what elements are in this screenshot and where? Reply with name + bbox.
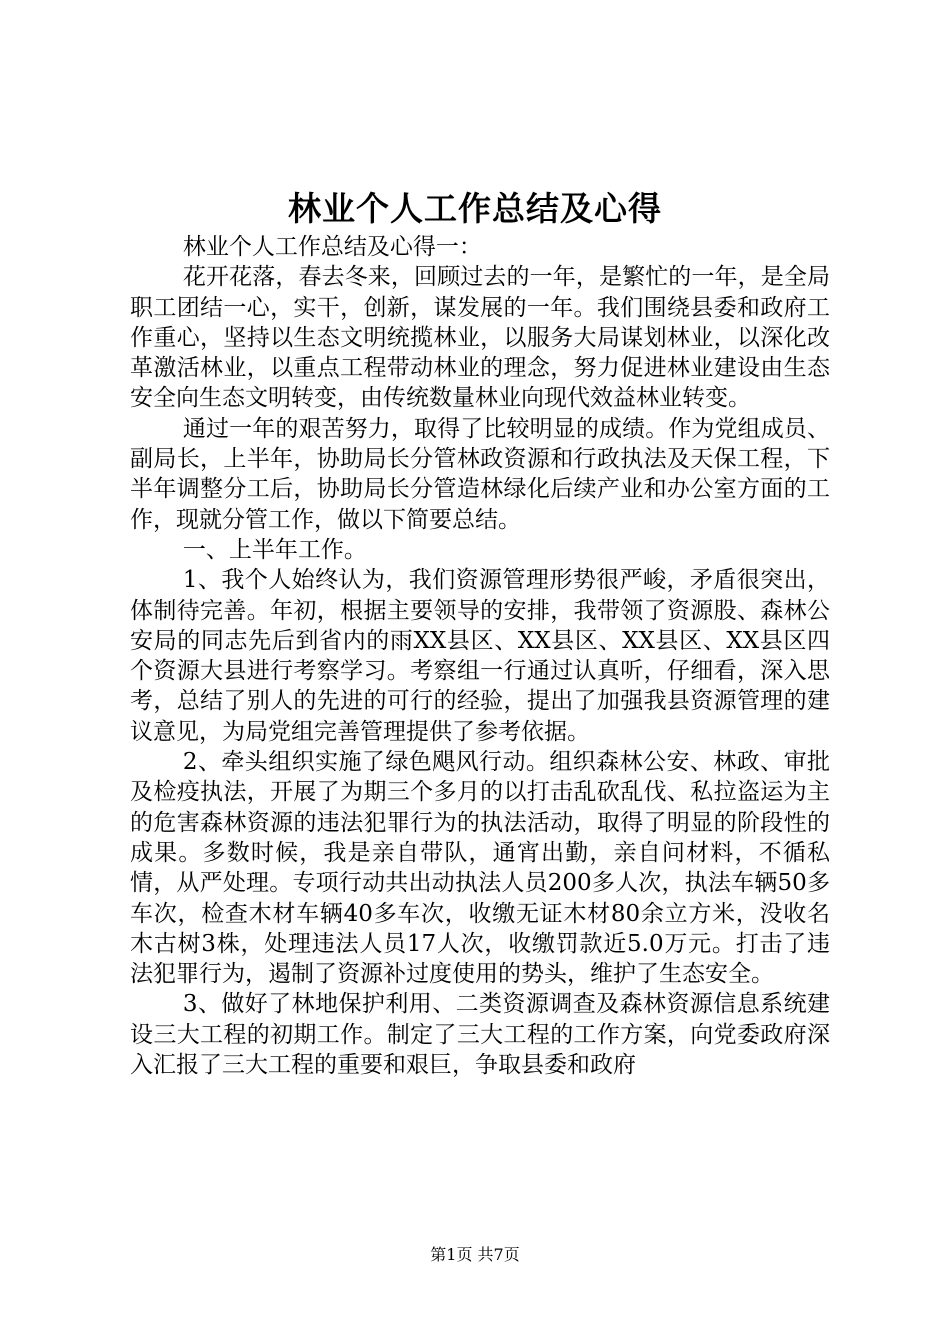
page-footer: 第1页 共7页 [430,1245,520,1264]
paragraph-subtitle: 林业个人工作总结及心得一： [182,234,482,260]
paragraph-item-1: 1、我个人始终认为，我们资源管理形势很严峻，矛盾很突出，体制待完善。年初，根据主要领导的安排，我带领了资源股、森林公安局的同志先后到省内的雨XX县区、XX县区、XX县区、XX县区四个资源大县进行考察学习。考察组一行通过认真听，仔细看，深入思考，总结了别人的先进的可行的经验，提出了加强我县资源管理的建议意见，为局党组完善管理提供了参考依据。 [130,567,830,745]
section-heading: 一、上半年工作。 [182,536,367,563]
paragraph-summary: 通过一年的艰苦努力，取得了比较明显的成绩。作为党组成员、副局长，上半年，协助局长分管林政资源和行政执法及天保工程，下半年调整分工后，协助局长分管造林绿化后续产业和办公室方面的工作，现就分管工作，做以下简要总结。 [130,415,830,533]
document-body [130,232,830,1080]
paragraph-item-2: 2、牵头组织实施了绿色飓风行动。组织森林公安、林政、审批及检疫执法，开展了为期三个多月的以打击乱砍乱伐、私拉盗运为主的危害森林资源的违法犯罪行为的执法活动，取得了明显的阶段性的成果。多数时候，我是亲自带队，通宵出勤，亲自问材料，不循私情，从严处理。专项行动共出动执法人员200多人次，执法车辆50多车次，检查木材车辆40多车次，收缴无证木材80余立方米，没收名木古树3株，处理违法人员17人次，收缴罚款近5.0万元。打击了违法犯罪行为，遏制了资源补过度使用的势头，维护了生态安全。 [130,749,830,988]
paragraph-item-3: 3、做好了林地保护利用、二类资源调查及森林资源信息系统建设三大工程的初期工作。制定了三大工程的工作方案，向党委政府深入汇报了三大工程的重要和艰巨，争取县委和政府 [130,991,830,1079]
paragraph-intro: 花开花落，春去冬来，回顾过去的一年，是繁忙的一年，是全局职工团结一心，实干，创新，谋发展的一年。我们围绕县委和政府工作重心，坚持以生态文明统揽林业，以服务大局谋划林业，以深化改革激活林业，以重点工程带动林业的理念，努力促进林业建设由生态安全向生态文明转变，由传统数量林业向现代效益林业转变。 [130,264,830,412]
document-title: 林业个人工作总结及心得 [288,189,662,228]
